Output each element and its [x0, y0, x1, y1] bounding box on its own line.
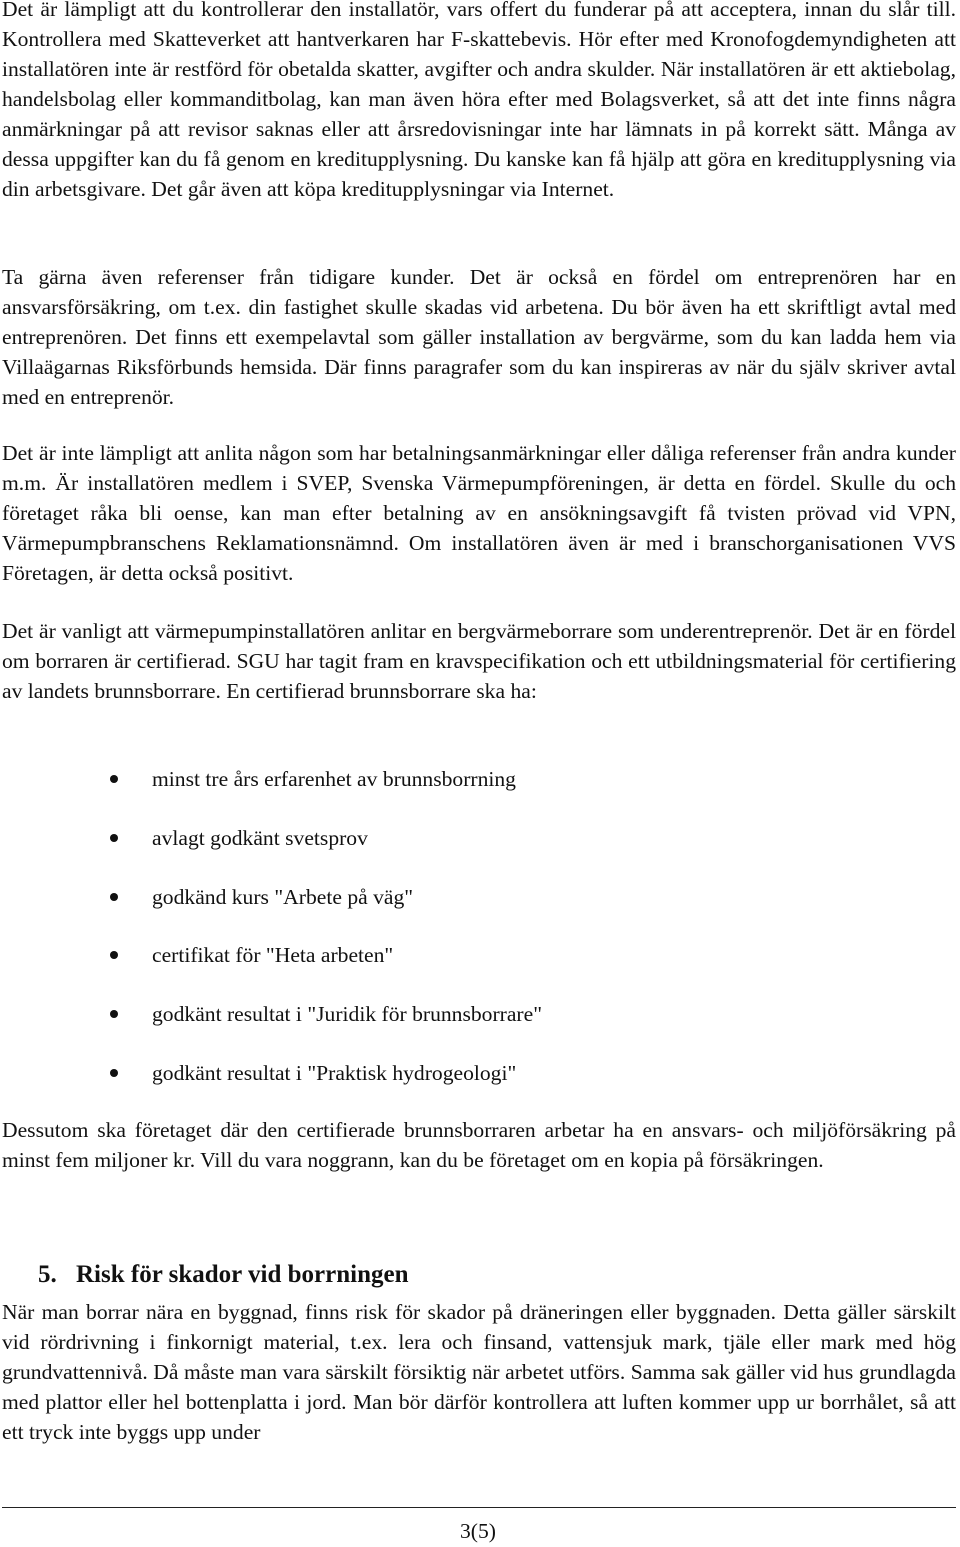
list-item: [0, 882, 900, 912]
paragraph-certified-driller: Det är vanligt att värmepumpinstallatören anlitar en bergvärmeborrare som underentreprenör. Det är en fördel om borraren är certifierad. SGU har tagit fram en kravspecifikation och ett utbildningsmaterial för certifiering av landets brunnsborrare. En certifierad brunnsborrare ska ha:: [2, 619, 956, 703]
list-item-text: certifikat för "Heta arbeten": [152, 943, 394, 967]
list-item: [0, 999, 900, 1029]
bullet-icon: [110, 1069, 118, 1077]
list-item: [0, 1058, 900, 1088]
bullet-icon: [110, 951, 118, 959]
list-item-text: minst tre års erfarenhet av brunnsborrning: [152, 767, 516, 791]
section-number: 5.: [38, 1261, 57, 1288]
section-title: Risk för skador vid borrningen: [76, 1261, 409, 1288]
bullet-icon: [110, 1010, 118, 1018]
list-item-text: godkänd kurs "Arbete på väg": [152, 885, 414, 909]
bullet-icon: [110, 893, 118, 901]
list-item: [0, 764, 900, 794]
page-number: 3(5): [460, 1519, 496, 1543]
list-item: [0, 823, 900, 853]
footer-divider: [2, 1507, 956, 1508]
list-item-text: godkänt resultat i "Praktisk hydrogeologi": [152, 1061, 517, 1085]
section-heading: [38, 1258, 408, 1292]
bullet-icon: [110, 834, 118, 842]
paragraph-payment-remarks: Det är inte lämpligt att anlita någon som har betalningsanmärkningar eller dåliga referenser från andra kunder m.m. Är installatören medlem i SVEP, Svenska Värmepumpföreningen, är detta en fördel. Skulle du och företaget råka bli oense, kan man efter betalning av en ansökningsavgift få tvisten prövad vid VPN, Värmepumpbranschens Reklamationsnämnd. Om installatören även är med i branschorganisationen VVS Företagen, är detta också positivt.: [2, 441, 956, 585]
bullet-icon: [110, 775, 118, 783]
list-item: [0, 940, 900, 970]
paragraph-references: Ta gärna även referenser från tidigare kunder. Det är också en fördel om entreprenören har en ansvarsförsäkring, om t.ex. din fastighet skulle skadas vid arbetena. Du bör även ha ett skriftligt avtal med entreprenören. Det finns ett exempelavtal som gäller installation av bergvärme, som du kan ladda hem via Villaägarnas Riksförbunds hemsida. Där finns paragrafer som du kan inspireras av när du själv skriver avtal med en entreprenör.: [2, 265, 956, 409]
list-item-text: godkänt resultat i "Juridik för brunnsborrare": [152, 1002, 543, 1026]
paragraph-drilling-risk: När man borrar nära en byggnad, finns risk för skador på dräneringen eller byggnaden. Detta gäller särskilt vid rördrivning i finkornigt material, t.ex. lera och finsand, vattensjuk mark, tjäle eller mark med hög grundvattennivå. Då måste man vara särskilt försiktig när arbetet utförs. Samma sak gäller vid hus grundlagda med plattor eller hel bottenplatta i jord. Man bör därför kontrollera att luften kommer upp ur borrhålet, så att ett tryck inte byggs upp under: [2, 1300, 956, 1444]
paragraph-check-installer: Det är lämpligt att du kontrollerar den installatör, vars offert du funderar på att acceptera, innan du slår till. Kontrollera med Skatteverket att hantverkaren har F-skattebevis. Hör efter med Kronofogdemyndigheten att installatören inte är restförd för obetalda skatter, avgifter och andra skulder. När installatören är ett aktiebolag, handelsbolag eller kommanditbolag, kan man även höra efter med Bolagsverket, så att det inte finns några anmärkningar på att revisor saknas eller att årsredovisningar inte har lämnats in på korrekt sätt. Många av dessa uppgifter kan du få genom en kreditupplysning. Du kanske kan få hjälp att göra en kreditupplysning via din arbetsgivare. Det går även att köpa kreditupplysningar via Internet.: [2, 0, 956, 201]
list-item-text: avlagt godkänt svetsprov: [152, 826, 368, 850]
paragraph-insurance: Dessutom ska företaget där den certifierade brunnsborraren arbetar ha en ansvars- och miljöförsäkring på minst fem miljoner kr. Vill du vara noggrann, kan du be företaget om en kopia på försäkringen.: [2, 1118, 956, 1172]
